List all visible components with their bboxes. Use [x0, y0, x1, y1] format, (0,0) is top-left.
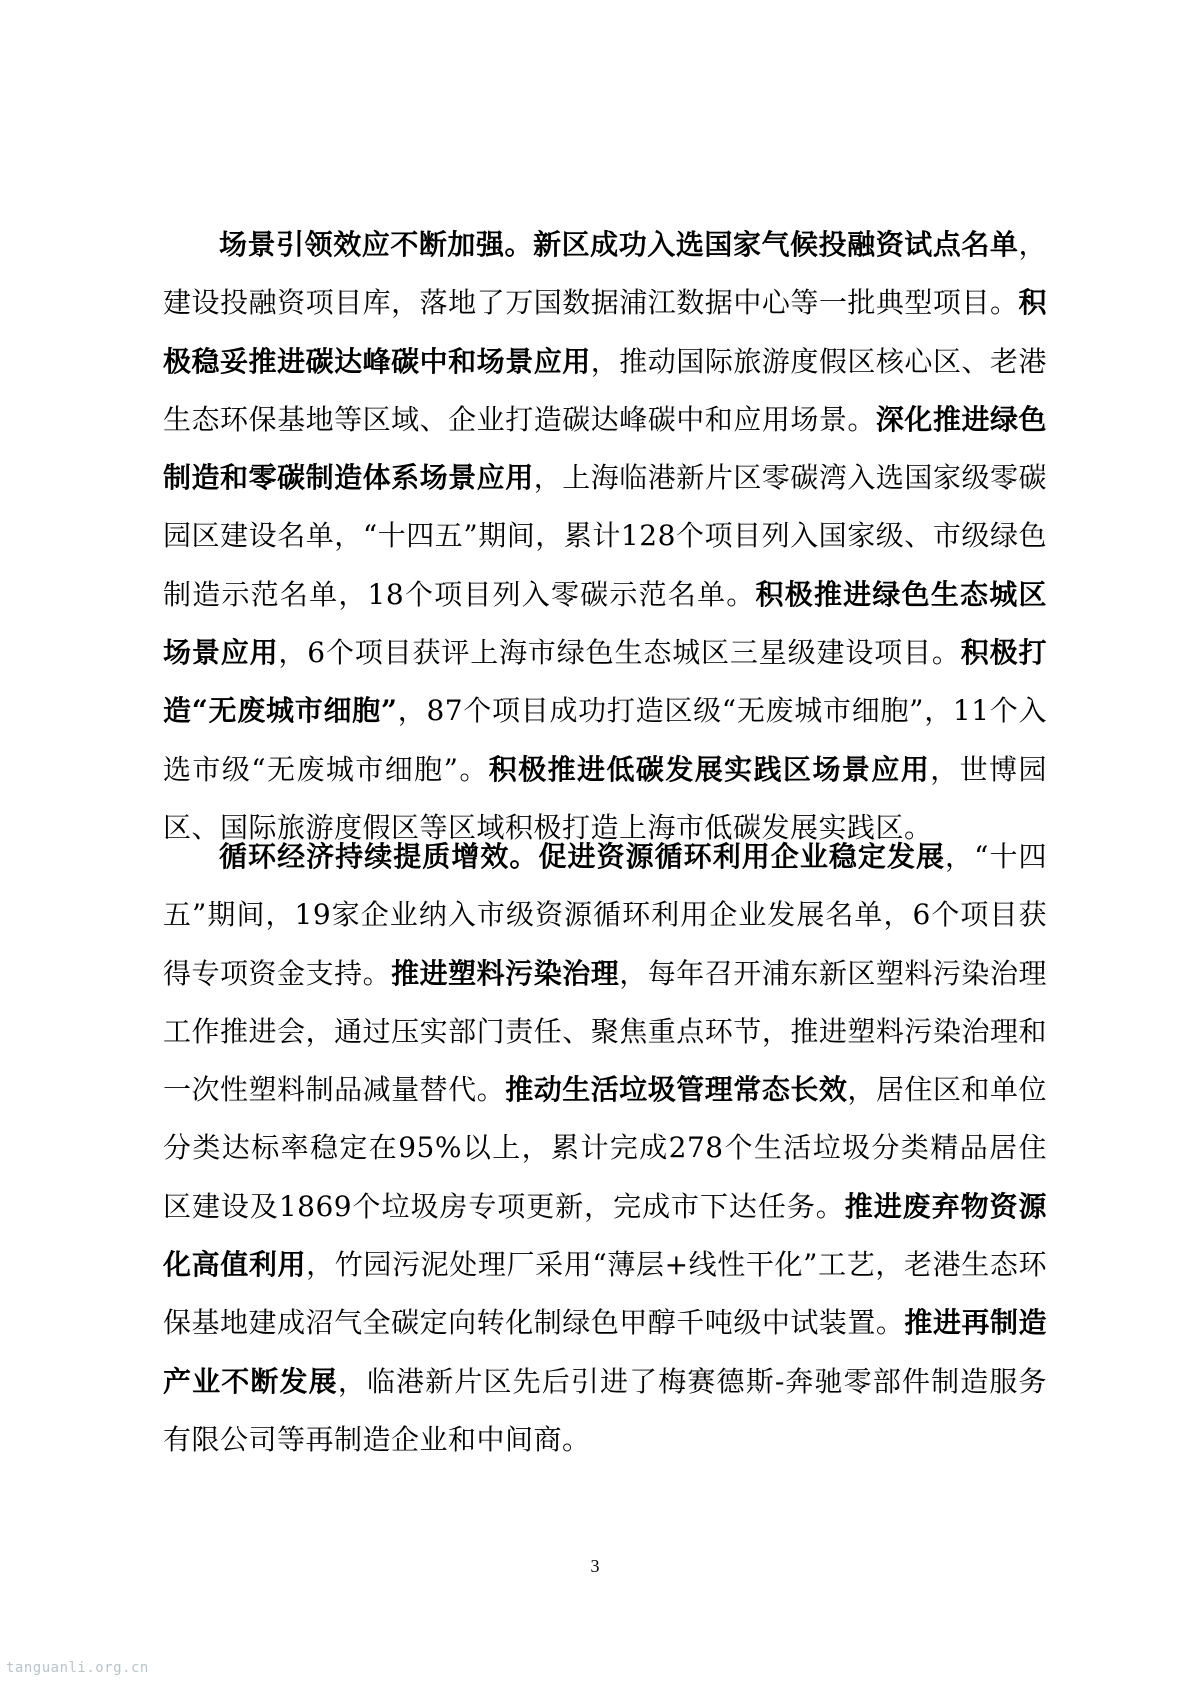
paragraph-2-segment-2: ，“十四五”期间，19家企业纳入市级资源循环利用企业发展名单，6个项目获得专项资金支持。	[163, 840, 1047, 990]
paragraph-1-segment-9: 积极打造“无废城市细胞”	[163, 636, 1047, 728]
paragraph-2-segment-7: 推进废弃物资源化高值利用	[163, 1189, 1047, 1282]
paragraph-1-segment-4: ，推动国际旅游度假区核心区、老港生态环保基地等区域、企业打造碳达峰碳中和应用场景。	[163, 344, 1047, 436]
paragraph-1-segment-11: 积极推进低碳发展实践区场景应用	[488, 752, 931, 786]
paragraph-1-segment-10: ，87个项目成功打造区级“无废城市细胞”，11个入选市级“无废城市细胞”。	[163, 694, 1048, 786]
paragraph-scene-leading	[163, 216, 1047, 857]
paragraph-2-segment-1: 循环经济持续提质增效。促进资源循环利用企业稳定发展	[219, 840, 946, 873]
paragraph-1-segment-12: ，世博园区、国际旅游度假区等区域积极打造上海市低碳发展实践区。	[163, 752, 1047, 844]
watermark-url: tanguanli.org.cn	[6, 1660, 149, 1676]
paragraph-2-segment-9: 推进再制造产业不断发展	[163, 1306, 1047, 1398]
paragraph-1-segment-5: 深化推进绿色制造和零碳制造体系场景应用	[163, 402, 1047, 495]
paragraph-2-segment-8: ，竹园污泥处理厂采用“薄层+线性干化”工艺，老港生态环保基地建成沼气全碳定向转化制绿色甲醇千吨级中试装置。	[163, 1248, 1047, 1340]
paragraph-1-segment-6: ，上海临港新片区零碳湾入选国家级零碳园区建设名单，“十四五”期间，累计128个项目列入国家级、市级绿色制造示范名单，18个项目列入零碳示范名单。	[163, 461, 1047, 611]
paragraph-1-segment-7: 积极推进绿色生态城区场景应用	[163, 577, 1047, 670]
paragraph-2-segment-6: ，居住区和单位分类达标率稳定在95%以上，累计完成278个生活垃圾分类精品居住区建设及1869个垃圾房专项更新，完成市下达任务。	[163, 1073, 1047, 1223]
paragraph-1-segment-8: ，6个项目获评上海市绿色生态城区三星级建设项目。	[278, 636, 961, 670]
paragraph-circular-economy	[163, 828, 1047, 1469]
paragraph-1-segment-3: 积极稳妥推进碳达峰碳中和场景应用	[163, 286, 1047, 378]
paragraph-2-segment-3: 推进塑料污染治理	[391, 956, 620, 990]
page-number: 3	[590, 1556, 600, 1576]
paragraph-2-segment-10: ，临港新片区先后引进了梅赛德斯-奔驰零部件制造服务有限公司等再制造企业和中间商。	[163, 1364, 1047, 1456]
paragraph-1-segment-1: 场景引领效应不断加强。新区成功入选国家气候投融资试点名单	[219, 228, 1019, 261]
paragraph-2-segment-4: ，每年召开浦东新区塑料污染治理工作推进会，通过压实部门责任、聚焦重点环节，推进塑料污染治理和一次性塑料制品减量替代。	[163, 956, 1047, 1107]
paragraph-2-segment-5: 推动生活垃圾管理常态长效	[505, 1073, 848, 1107]
paragraph-1-segment-2: ，建设投融资项目库，落地了万国数据浦江数据中心等一批典型项目。	[163, 228, 1047, 320]
